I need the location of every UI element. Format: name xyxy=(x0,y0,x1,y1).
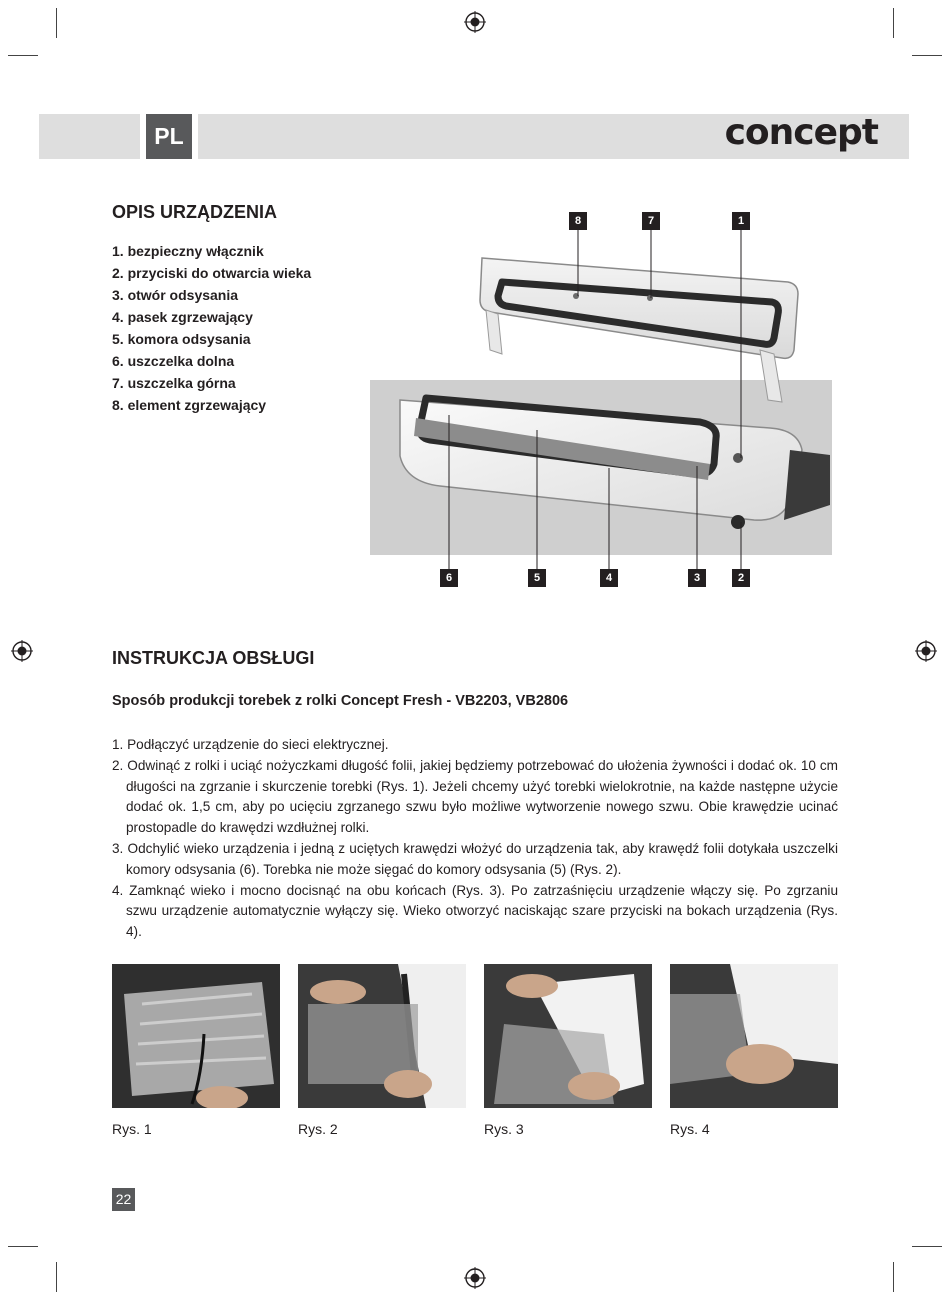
header-band-left xyxy=(39,114,140,159)
figure-caption-2: Rys. 2 xyxy=(298,1121,338,1137)
crop-mark xyxy=(56,8,57,38)
figure-photo-2 xyxy=(298,964,466,1108)
registration-mark-icon xyxy=(915,640,937,662)
registration-mark-icon xyxy=(11,640,33,662)
crop-mark xyxy=(912,55,942,56)
list-item: 7. uszczelka górna xyxy=(112,375,236,391)
brand-logo: concept xyxy=(724,112,878,153)
figure-caption-4: Rys. 4 xyxy=(670,1121,710,1137)
list-item: 3. otwór odsysania xyxy=(112,287,239,303)
callout-2: 2 xyxy=(732,569,750,587)
registration-mark-icon xyxy=(464,11,486,33)
figure-photo-3 xyxy=(484,964,652,1108)
section-title-instructions: INSTRUKCJA OBSŁUGI xyxy=(112,648,315,668)
list-item: 1. Podłączyć urządzenie do sieci elektrycznej. xyxy=(112,737,389,752)
list-item: 1. bezpieczny włącznik xyxy=(112,243,264,259)
registration-mark-icon xyxy=(464,1267,486,1289)
list-item: 4. Zamknąć wieko i mocno docisnąć na obu końcach (Rys. 3). Po zatrzaśnięciu urządzenie włączy się. Po zgrzaniu szwu urządzenie automatycznie wyłączy się. Wieko otworzyć naciskając szare przyciski na bokach urządzenia (Rys. 4). xyxy=(112,882,838,940)
parts-list xyxy=(112,240,311,416)
callout-7: 7 xyxy=(642,212,660,230)
callout-8: 8 xyxy=(569,212,587,230)
crop-mark xyxy=(893,1262,894,1292)
leader-lines-top xyxy=(370,222,832,252)
callout-4: 4 xyxy=(600,569,618,587)
callout-1: 1 xyxy=(732,212,750,230)
list-item: 3. Odchylić wieko urządzenia i jedną z uciętych krawędzi włożyć do urządzenia tak, aby krawędź folii dotykała uszczelki komory odsysania (6). Torebka nie może sięgać do komory odsysania (5) (Rys. 2). xyxy=(112,840,838,877)
figure-photo-4 xyxy=(670,964,838,1108)
list-item: 5. komora odsysania xyxy=(112,331,251,347)
crop-mark xyxy=(8,1246,38,1247)
instructions-subtitle: Sposób produkcji torebek z rolki Concept Fresh - VB2203, VB2806 xyxy=(112,693,569,709)
figure-photo-1 xyxy=(112,964,280,1108)
list-item: 8. element zgrzewający xyxy=(112,397,267,413)
device-illustration xyxy=(370,250,832,555)
crop-mark xyxy=(8,55,38,56)
crop-mark xyxy=(56,1262,57,1292)
list-item: 2. Odwinąć z rolki i uciąć nożyczkami długość folii, jakiej będziemy potrzebować do ułożenia żywności i dodać ok. 10 cm długości na zgrzanie i skurczenie torebki (Rys. 1). Jeżeli chcemy użyć torebki wielokrotnie, na każde następne użycie dodać ok. 1,5 cm, aby po ucięciu zgrzanego szwu było możliwe wytworzenie nowego szwu. Obie krawędzie ucinać prostopadle do krawędzi wzdłużnej rolki. xyxy=(112,757,838,836)
figure-caption-3: Rys. 3 xyxy=(484,1121,524,1137)
language-badge: PL xyxy=(146,114,192,159)
list-item: 6. uszczelka dolna xyxy=(112,353,235,369)
callout-6: 6 xyxy=(440,569,458,587)
page-number: 22 xyxy=(112,1188,135,1211)
section-title-description: OPIS URZĄDZENIA xyxy=(112,202,278,222)
list-item: 4. pasek zgrzewający xyxy=(112,309,253,325)
crop-mark xyxy=(893,8,894,38)
list-item: 2. przyciski do otwarcia wieka xyxy=(112,265,312,281)
callout-5: 5 xyxy=(528,569,546,587)
figure-caption-1: Rys. 1 xyxy=(112,1121,152,1137)
instruction-steps xyxy=(112,735,838,943)
crop-mark xyxy=(912,1246,942,1247)
callout-3: 3 xyxy=(688,569,706,587)
